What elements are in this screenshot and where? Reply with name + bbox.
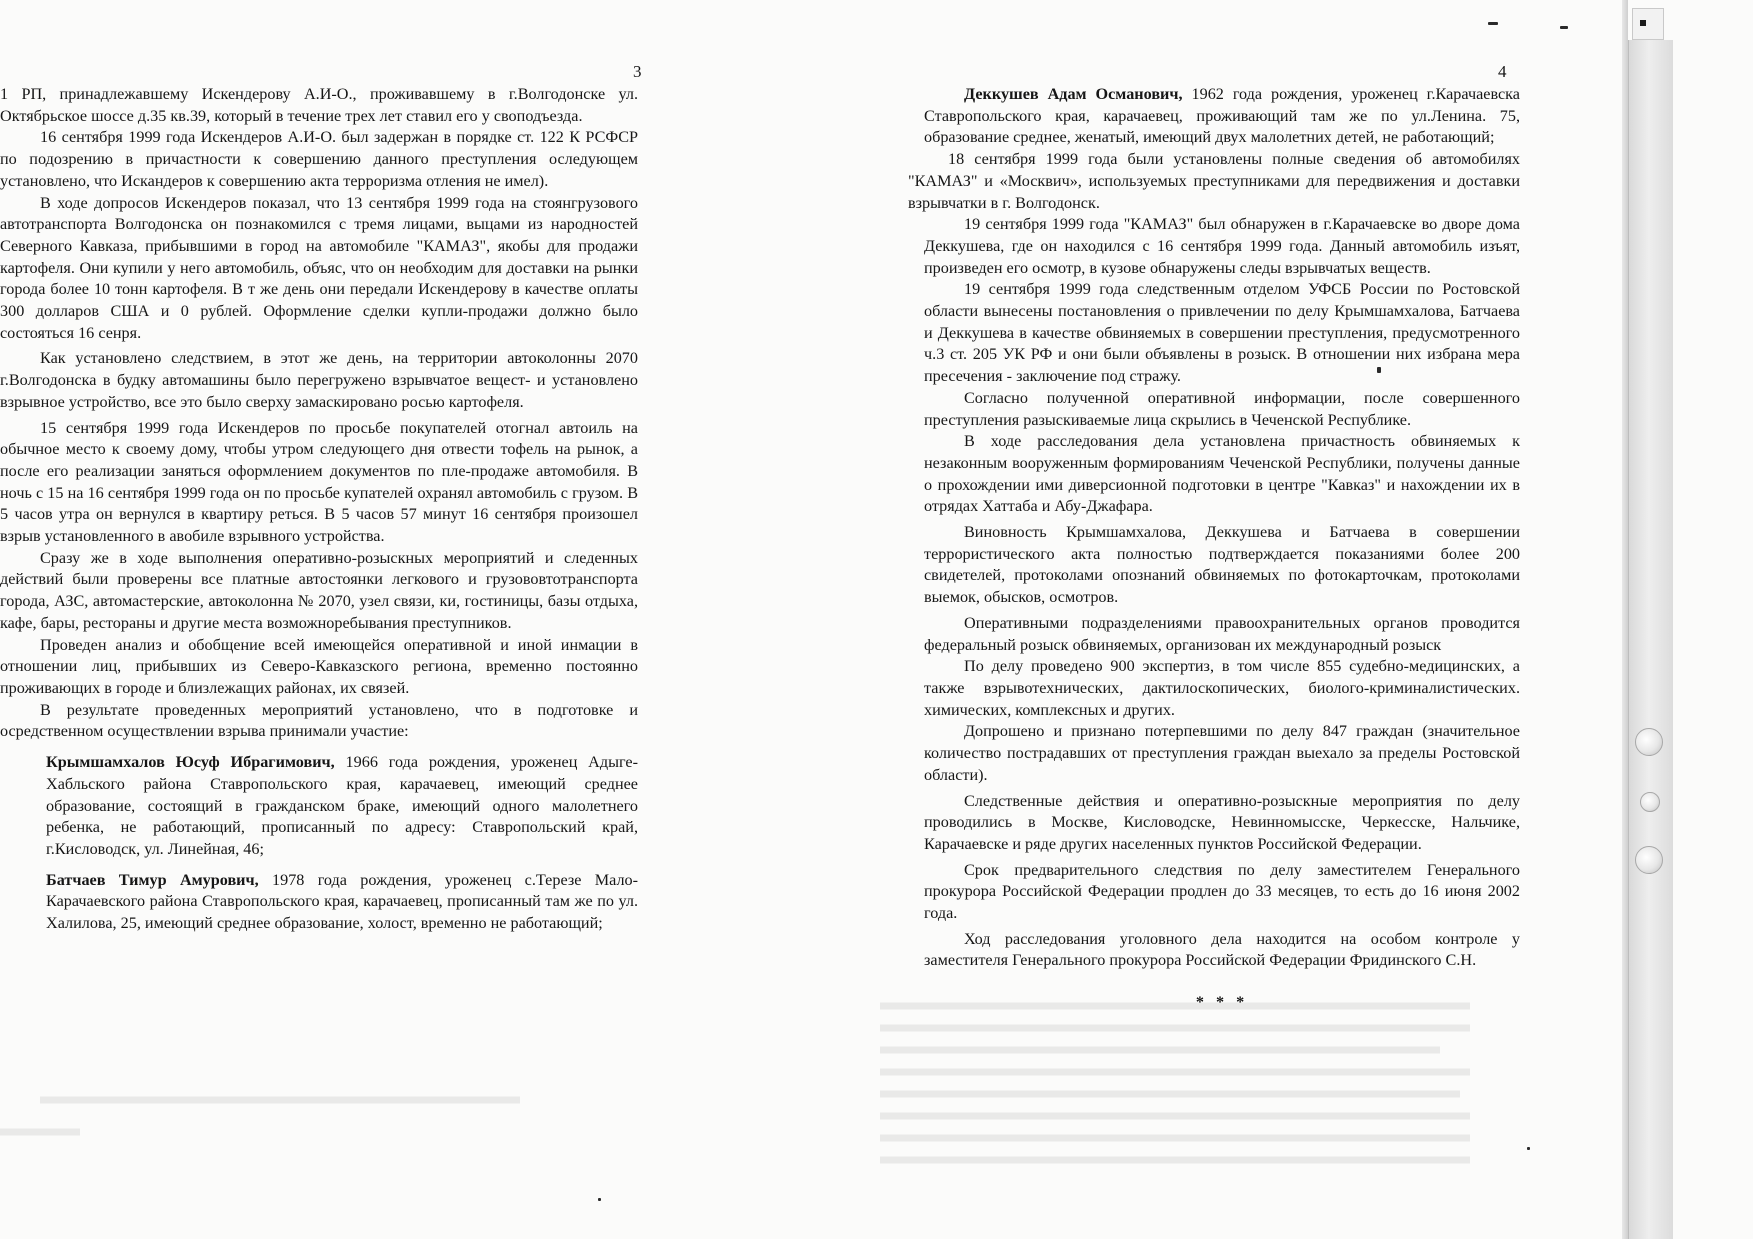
paragraph: Как установлено следствием, в этот же день, на территории автоколонны 2070 г.Волгодонска в будку автомашины было перегружено взрывчатое вещест- и установлено взрывное устройство, все это было сверху замаскировано росью картофеля. <box>0 349 638 411</box>
punch-hole <box>1640 792 1660 812</box>
left-page-text <box>0 84 638 935</box>
paragraph: Срок предварительного следствия по делу заместителем Генерального прокурора Российской Федерации продлен до 33 месяцев, то есть до 16 июня 2002 года. <box>924 860 1520 923</box>
paragraph: Ход расследования уголовного дела находится на особом контроле у заместителя Генерального прокурора Российской Федерации Фридинского С.Н. <box>924 929 1520 970</box>
section-separator: * * * <box>1195 993 1249 1012</box>
person-details: 1978 года рождения, уроженец с.Терезе Мало-Карачаевского района Ставропольского края, карачаевец, прописанный там же по ул. Халилова, 25, имеющий среднее образование, холост, временно не работающий; <box>46 870 639 933</box>
paragraph: Допрошено и признано потерпевшими по делу 847 граждан (значительное количество пострадавших от преступления граждан выехало за пределы Ростовской области). <box>924 722 1520 784</box>
paragraph: Виновность Крымшамхалова, Деккушева и Батчаева в совершении террористического акта полностью подтверждается показаниями более 200 свидетелей, протоколами опознаний обвиняемых по фотокарточкам, протоколами выемок, обысков, осмотров. <box>924 523 1520 607</box>
paragraph: Следственные действия и оперативно-розыскные мероприятия по делу проводились в Москве, Кисловодске, Невинномысске, Черкесске, Нальчике, Карачаевске и ряде других населенных пунктов Российской Федерации. <box>924 791 1520 853</box>
paragraph: Проведен анализ и обобщение всей имеющейся оперативной и иной инмации в отношении лиц, прибывших из Северо-Кавказского региона, временно постоянно проживающих в городе и близлежащих районах, их связей. <box>0 635 638 697</box>
person-details: 1962 года рождения, уроженец г.Карачаевска Ставропольского края, карачаевец, проживающий там же по ул.Ленина. 75, образование среднее, женатый, имеющий двух малолетних детей, не работающий; <box>924 85 1520 147</box>
accused-person-entry <box>924 84 1520 149</box>
accused-person-entry <box>0 752 638 861</box>
person-details: 1966 года рождения, уроженец Адыге-Хабльского района Ставропольского края, карачаевец, имеющий среднее образование, состоящий в гражданском браке, имеющий одного малолетнего ребенка, не работающий, прописанный по адресу: Ставропольский край, г.Кисловодск, ул. Линейная, 46; <box>46 753 638 858</box>
binder-mark <box>1640 20 1646 26</box>
page-number: 3 <box>633 62 642 81</box>
paragraph: Сразу же в ходе выполнения оперативно-розыскных мероприятий и следенных действий были проверены все платные автостоянки легкового и грузововтотранспорта города, АЗС, автомастерские, автоколонна № 2070, узел связи, ки, гостиницы, базы отдыха, кафе, бары, рестораны и другие места возможноребывания преступников. <box>0 548 638 632</box>
paragraph: В результате проведенных мероприятий установлено, что в подготовке и осредственном осуществлении взрыва принимали участие: <box>0 700 638 741</box>
person-name: Деккушев Адам Османович, <box>964 85 1183 103</box>
paragraph: Согласно полученной оперативной информации, после совершенного преступления разыскиваемые лица скрылись в Чеченской Республике. <box>924 388 1520 429</box>
paragraph: Оперативными подразделениями правоохранительных органов проводится федеральный розыск обвиняемых, организован их международный розыск <box>924 613 1520 654</box>
paragraph: 19 сентября 1999 года следственным отделом УФСБ России по Ростовской области вынесены постановления о привлечении по делу Крымшамхалова, Батчаева и Деккушева в качестве обвиняемых в совершении преступления, предусмотренного ч.3 ст. 205 УК РФ и они были объявлены в розыск. В отношении них избрана мера пресечения - заключение под стражу. <box>924 280 1520 386</box>
accused-person-entry <box>0 870 638 935</box>
paragraph: 16 сентября 1999 года Искендеров А.И-О. был задержан в порядке ст. 122 К РСФСР по подозрению в причастности к совершению данного преступления оследующем установлено, что Искандеров к совершению акта терроризма отления не имел). <box>0 128 638 190</box>
paragraph: 19 сентября 1999 года "КАМАЗ" был обнаружен в г.Карачаевске во дворе дома Деккушева, где он находился с 16 сентября 1999 года. Данный автомобиль изъят, произведен его осмотр, в кузове обнаружены следы взрывчатых веществ. <box>924 215 1520 277</box>
right-page-text <box>908 84 1520 1014</box>
paragraph: 18 сентября 1999 года были установлены полные сведения об автомобилях "КАМАЗ" и «Москвич», используемых преступниками для передвижения и доставки взрывчатки в г. Волгодонск. <box>908 150 1520 212</box>
paragraph: В ходе расследования дела установлена причастность обвиняемых к незаконным вооруженным формированиям Чеченской Республики, получены данные о прохождении ими диверсионной подготовки в центре "Кавказ" и нахождении их в отрядах Хаттаба и Абу-Джафара. <box>924 432 1520 516</box>
paragraph: 15 сентября 1999 года Искендеров по просьбе покупателей отогнал автоиль на обычное место к своему дому, чтобы утром следующего дня отвести тофель на рынок, а после его реализации заняться оформлением документов по пле-продаже автомобиля. В ночь с 15 на 16 сентября 1999 года он по просьбе купателей охранял автомобиль с грузом. В 5 часов утра он вернулся в квартиру реться. В 5 часов 57 минут 16 сентября произошел взрыв установленного в авобиле взрывного устройства. <box>0 418 638 546</box>
paragraph: 1 РП, принадлежавшему Искендерову А.И-О., проживавшему в г.Волгодонске ул. Октябрьское шоссе д.35 кв.39, который в течение трех лет ставил его у своподъезда. <box>0 85 638 125</box>
person-name: Батчаев Тимур Амурович, <box>46 870 259 889</box>
paragraph: В ходе допросов Искендеров показал, что 13 сентября 1999 года на стоянгрузового автотранспорта Волгодонска он познакомился с тремя лицами, выцами из народностей Северного Кавказа, прибывшими в город на автомобиле "КАМАЗ", якобы для продажи картофеля. Они купили у него автомобиль, объяс, что он необходим для доставки на рынки города более 10 тонн картофеля. В т же день они передали Искендерову в качестве оплаты 300 долларов США и 0 рублей. Оформление сделки купли-продажи должно было состояться 16 сенря. <box>0 193 638 342</box>
paragraph: По делу проведено 900 экспертиз, в том числе 855 судебно-медицинских, а также взрывотехнических, дактилоскопических, биолого-криминалистических. химических, комплексных и других. <box>924 657 1520 719</box>
person-name: Крымшамхалов Юсуф Ибрагимович, <box>46 753 335 772</box>
page-number: 4 <box>1498 62 1507 81</box>
